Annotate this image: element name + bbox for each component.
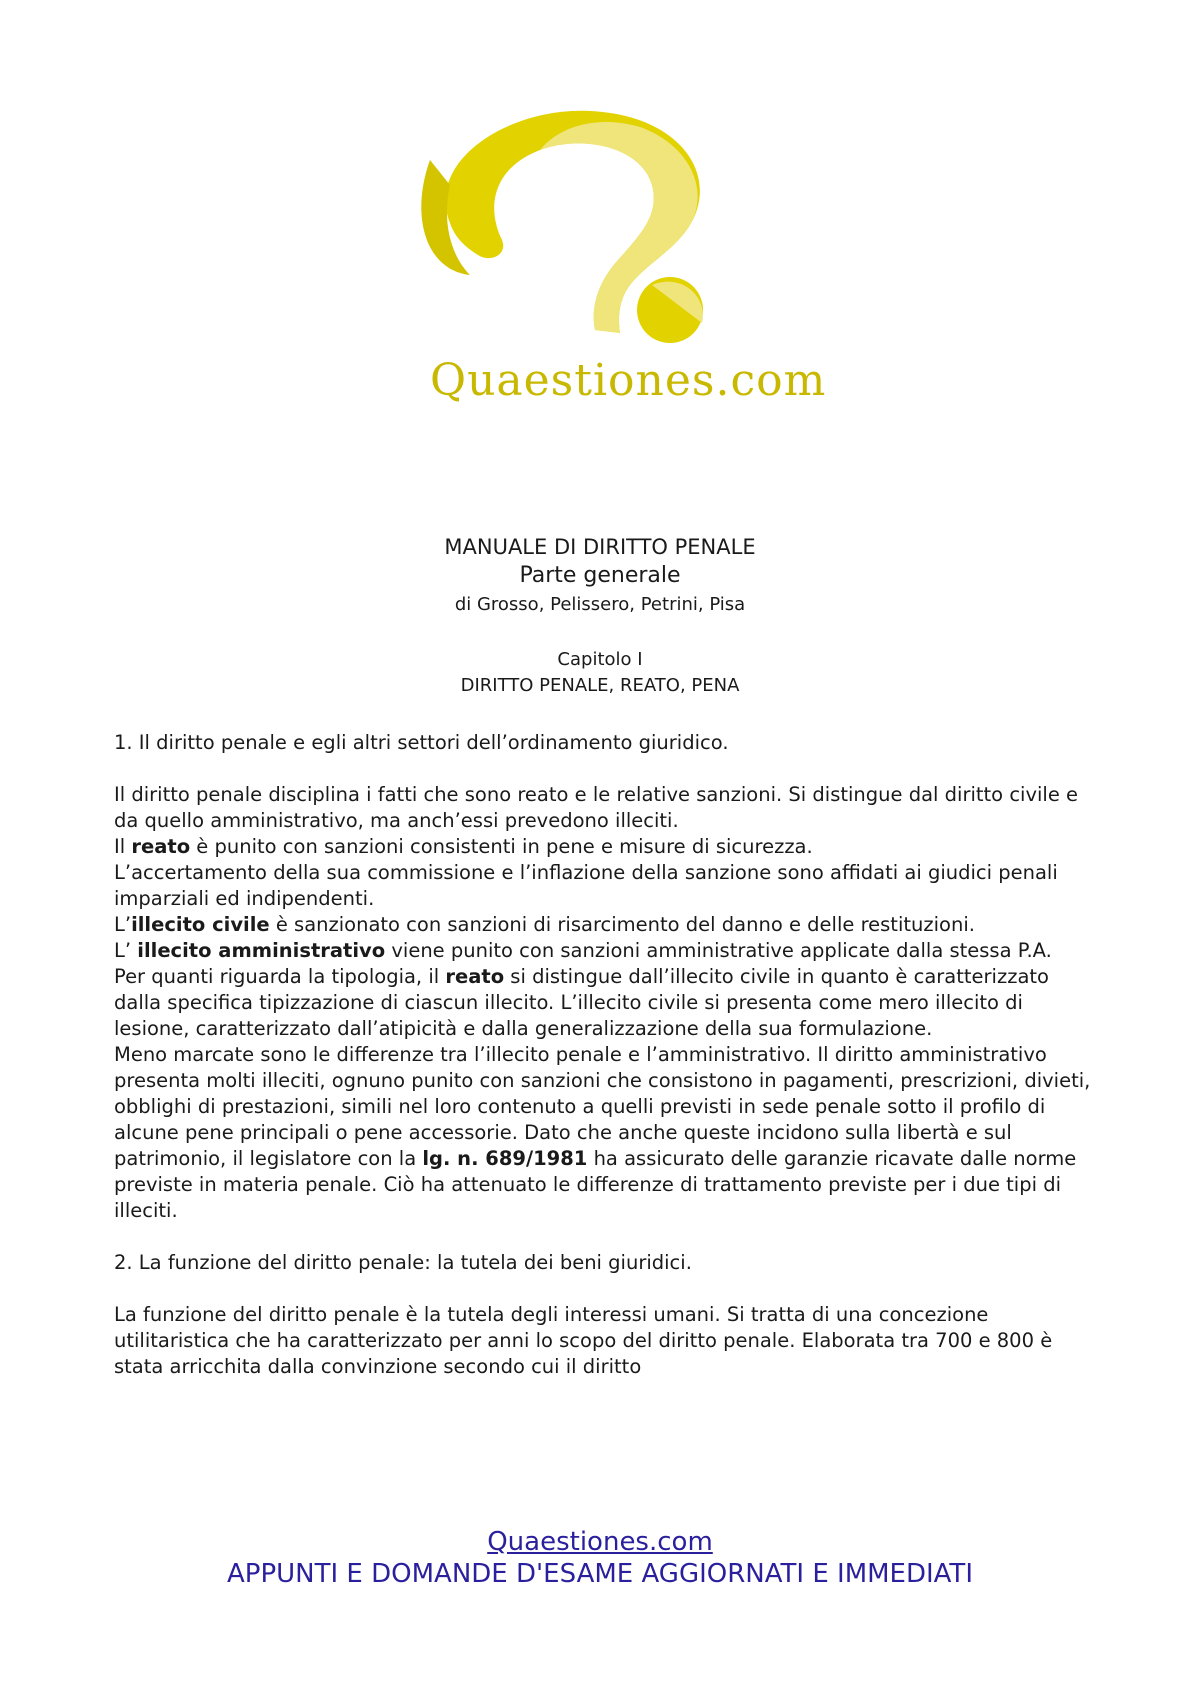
paragraph: Il diritto penale disciplina i fatti che sono reato e le relative sanzioni. Si distingue dal diritto civile e da quello amministrativo, ma anch’essi prevedono illeciti. (114, 783, 1079, 832)
document-title: MANUALE DI DIRITTO PENALE (444, 535, 756, 559)
document-header (0, 533, 1200, 699)
paragraph: L’accertamento della sua commissione e l’inflazione della sanzione sono affidati ai giudici penali imparziali ed indipendenti. (114, 861, 1058, 910)
quaestiones-logo (390, 105, 827, 435)
chapter-title: DIRITTO PENALE, REATO, PENA (460, 675, 740, 696)
paragraph: Per quanti riguarda la tipologia, il reato si distingue dall’illecito civile in quanto è caratterizzato dalla specifica tipizzazione di ciascun illecito. L’illecito civile si presenta come mero illecito di lesione, caratterizzato dall’atipicità e dalla generalizzazione della sua formulazione. (114, 965, 1049, 1040)
paragraph: Il reato è punito con sanzioni consistenti in pene e misure di sicurezza. (114, 835, 813, 858)
document-authors: di Grosso, Pelissero, Petrini, Pisa (454, 594, 746, 615)
footer-tagline: APPUNTI E DOMANDE D'ESAME AGGIORNATI E IMMEDIATI (226, 1559, 973, 1589)
section-2-heading: 2. La funzione del diritto penale: la tutela dei beni giuridici. (114, 1251, 692, 1274)
document-subtitle: Parte generale (519, 563, 681, 588)
document-body (114, 730, 1094, 1380)
paragraph: L’illecito civile è sanzionato con sanzioni di risarcimento del danno e delle restituzioni. (114, 913, 975, 936)
footer-site-link[interactable]: Quaestiones.com (487, 1527, 713, 1557)
section-1-heading: 1. Il diritto penale e egli altri settori dell’ordinamento giuridico. (114, 731, 729, 754)
page-footer (0, 1526, 1200, 1590)
paragraph: L’ illecito amministrativo viene punito con sanzioni amministrative applicate dalla stessa P.A. (114, 939, 1052, 962)
logo-text: Quaestiones.com (430, 355, 827, 406)
paragraph: La funzione del diritto penale è la tutela degli interessi umani. Si tratta di una concezione utilitaristica che ha caratterizzato per anni lo scopo del diritto penale. Elaborata tra 700 e 800 è stata arricchita dalla convinzione secondo cui il diritto (114, 1303, 1053, 1378)
chapter-number: Capitolo I (557, 649, 643, 670)
paragraph: Meno marcate sono le differenze tra l’illecito penale e l’amministrativo. Il diritto amministrativo presenta molti illeciti, ognuno punito con sanzioni che consistono in pagamenti, prescrizioni, divieti, obblighi di prestazioni, simili nel loro contenuto a quelli previsti in sede penale sotto il profilo di alcune pene principali o pene accessorie. Dato che anche queste incidono sulla libertà e sul patrimonio, il legislatore con la lg. n. 689/1981 ha assicurato delle garanzie ricavate dalle norme previste in materia penale. Ciò ha attenuato le differenze di trattamento previste per i due tipi di illeciti. (114, 1043, 1091, 1222)
